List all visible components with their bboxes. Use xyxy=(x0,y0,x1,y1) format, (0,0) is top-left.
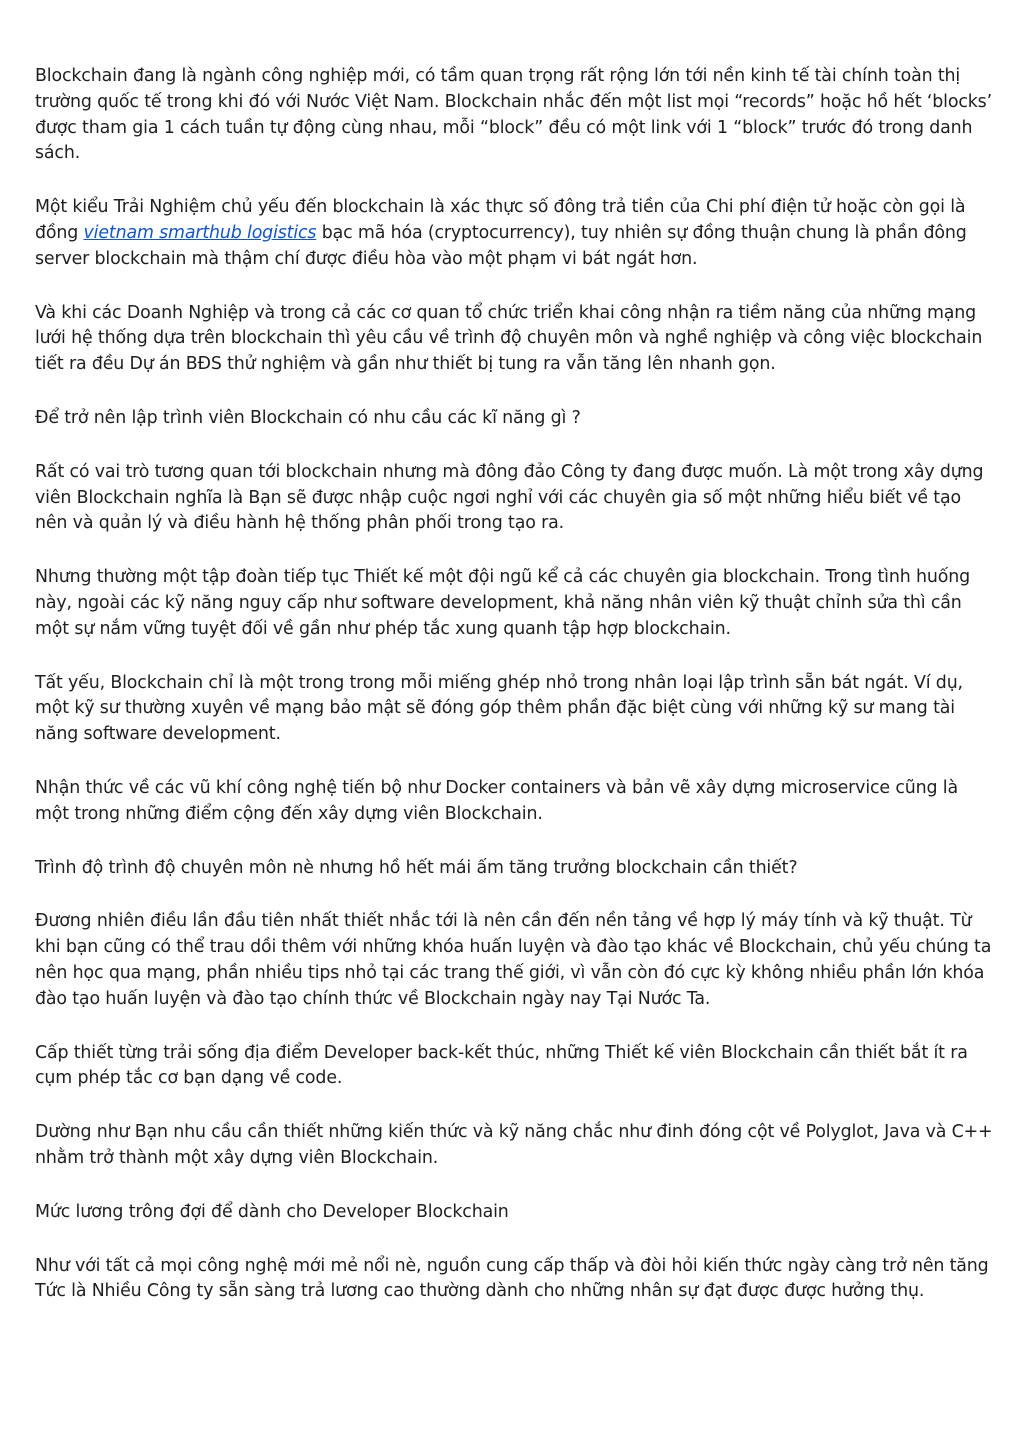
paragraph-languages: Dường như Bạn nhu cầu cần thiết những kiến thức và kỹ năng chắc như đinh đóng cột về Polyglot, Java và C++ nhằm trở thành một xây dựng viên Blockchain. xyxy=(35,1122,993,1168)
paragraph-role: Rất có vai trò tương quan tới blockchain nhưng mà đông đảo Công ty đang được muốn. Là một trong xây dựng viên Blockchain nghĩa là Bạn sẽ được nhập cuộc ngơi nghỉ với các chuyên gia số một những hiểu biết về tạo nên và quản lý và điều hành hệ thống phân phối trong tạo ra. xyxy=(35,461,984,534)
paragraph-foundation: Đương nhiên điều lần đầu tiên nhất thiết nhắc tới là nên cần đến nền tảng về hợp lý máy tính và kỹ thuật. Từ khi bạn cũng có thể trau dồi thêm với những khóa huấn luyện và đào tạo khác về Blockchain, chủ yếu chúng ta nên học qua mạng, phần nhiều tips nhỏ tại các trang thế giới, vì vẫn còn đó cực kỳ không nhiều phần lớn khóa đào tạo huấn luyện và đào tạo chính thức về Blockchain ngày nay Tại Nước Ta. xyxy=(35,911,992,1009)
paragraph-team: Nhưng thường một tập đoàn tiếp tục Thiết kế một đội ngũ kể cả các chuyên gia blockchain. Trong tình huống này, ngoài các kỹ năng nguy cấp như software development, khả năng nhân viên kỹ thuật chỉnh sửa thì cần một sự nắm vững tuyệt đối về gần như phép tắc xung quanh tập hợp blockchain. xyxy=(35,567,970,639)
paragraph-salary-heading: Mức lương trông đợi để dành cho Developer Blockchain xyxy=(35,1201,509,1222)
paragraph-backend: Cấp thiết từng trải sống địa điểm Developer back-kết thúc, những Thiết kế viên Blockchain cần thiết bắt ít ra cụm phép tắc cơ bạn dạng về code. xyxy=(35,1042,968,1089)
paragraph-text-before-link: Một kiểu Trải Nghiệm chủ yếu đến blockchain là xác thực số đông trả tiền của Chi phí điện tử hoặc còn gọi là đồng xyxy=(35,197,966,243)
paragraph-intro: Blockchain đang là ngành công nghiệp mới, có tầm quan trọng rất rộng lớn tới nền kinh tế tài chính toàn thị trường quốc tế trong khi đó với Nước Việt Nam. Blockchain nhắc đến một list mọi “records” hoặc hồ hết ‘blocks’ được tham gia 1 cách tuần tự động cùng nhau, mỗi “block” đều có một link với 1 “block” trước đó trong danh sách. xyxy=(35,66,992,164)
vietnam-smarthub-logistics-link[interactable]: vietnam smarthub logistics xyxy=(83,222,317,243)
paragraph-qualification-question: Trình độ trình độ chuyên môn nè nhưng hồ hết mái ấm tăng trưởng blockchain cần thiết? xyxy=(35,857,798,878)
paragraph-salary: Như với tất cả mọi công nghệ mới mẻ nổi nè, nguồn cung cấp thấp và đòi hỏi kiến thức ngày càng trở nên tăng Tức là Nhiều Công ty sẵn sàng trả lương cao thường dành cho những nhân sự đạt được được hưởng thụ. xyxy=(35,1255,989,1302)
paragraph-docker: Nhận thức về các vũ khí công nghệ tiến bộ như Docker containers và bản vẽ xây dựng microservice cũng là một trong những điểm cộng đến xây dựng viên Blockchain. xyxy=(35,777,958,824)
paragraph-enterprise-adoption: Và khi các Doanh Nghiệp và trong cả các cơ quan tổ chức triển khai công nhận ra tiềm năng của những mạng lưới hệ thống dựa trên blockchain thì yêu cầu về trình độ chuyên môn và nghề nghiệp và công việc blockchain tiết ra đều Dự án BĐS thử nghiệm và gần như thiết bị tung ra vẫn tăng lên nhanh gọn. xyxy=(35,302,983,375)
document-body xyxy=(35,64,995,1333)
paragraph-with-link xyxy=(35,195,995,272)
paragraph-piece: Tất yếu, Blockchain chỉ là một trong trong mỗi miếng ghép nhỏ trong nhân loại lập trình sẵn bát ngát. Ví dụ, một kỹ sư thường xuyên về mạng bảo mật sẽ đóng góp thêm phần đặc biệt cùng với những kỹ sư mang tài năng software development. xyxy=(35,672,963,745)
paragraph-text-after-link: bạc mã hóa (cryptocurrency), tuy nhiên sự đồng thuận chung là phần đông server blockchain mà thậm chí được điều hòa vào một phạm vi bát ngát hơn. xyxy=(35,222,967,269)
paragraph-skills-question: Để trở nên lập trình viên Blockchain có nhu cầu các kĩ năng gì ? xyxy=(35,407,581,428)
